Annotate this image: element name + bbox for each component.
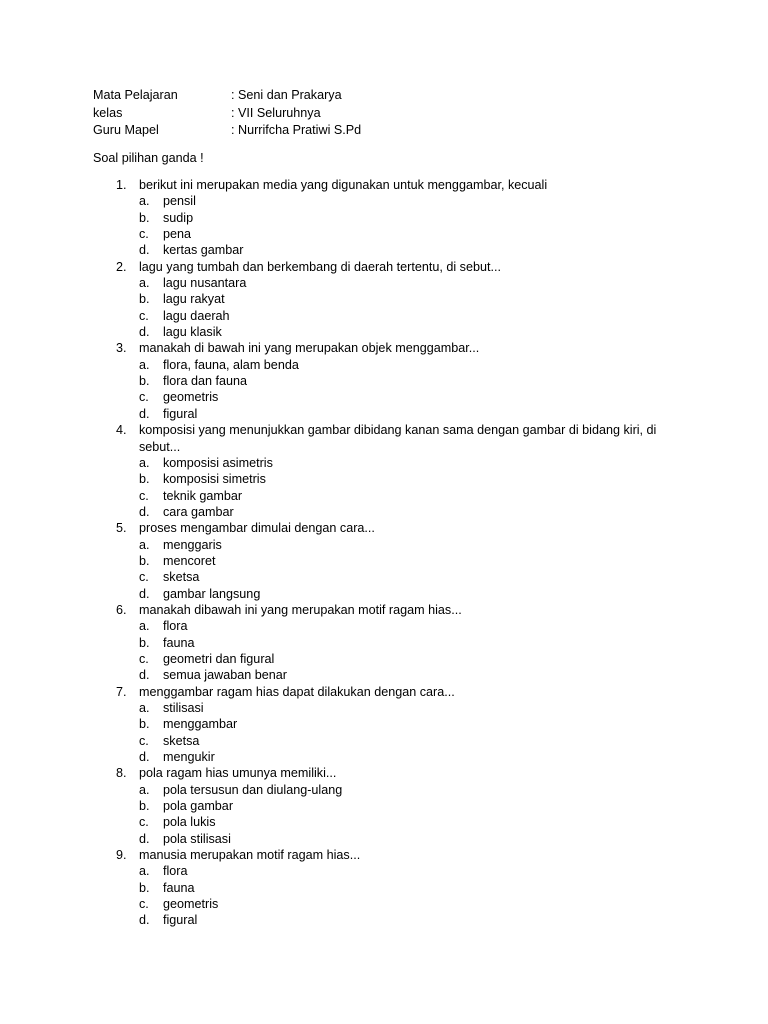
answer-option xyxy=(93,863,693,879)
question-text: lagu yang tumbah dan berkembang di daerah tertentu, di sebut... xyxy=(139,259,501,274)
option-letter: c. xyxy=(139,815,149,830)
option-text: mengukir xyxy=(163,750,215,765)
option-text: pola gambar xyxy=(163,799,234,814)
answer-option xyxy=(93,667,693,683)
answer-option xyxy=(93,210,693,226)
answer-option xyxy=(93,193,693,209)
answer-option xyxy=(93,537,693,553)
option-letter: d. xyxy=(139,750,150,765)
answer-option xyxy=(93,586,693,602)
question-number: 1. xyxy=(116,178,127,192)
question-text: komposisi yang menunjukkan gambar dibidang kanan sama dengan gambar di bidang kiri, di sebut... xyxy=(139,423,657,454)
answer-option xyxy=(93,782,693,798)
question-text: manakah di bawah ini yang merupakan objek menggambar... xyxy=(139,341,480,356)
option-letter: c. xyxy=(139,733,149,748)
answer-option xyxy=(93,569,693,585)
option-letter: c. xyxy=(139,488,149,503)
question-line xyxy=(93,765,693,781)
question-item xyxy=(93,765,693,847)
option-letter: a. xyxy=(139,357,150,372)
option-text: sketsa xyxy=(163,733,200,748)
option-letter: a. xyxy=(139,782,150,797)
answer-option xyxy=(93,700,693,716)
answer-option xyxy=(93,716,693,732)
answer-option xyxy=(93,798,693,814)
header-label: Mata Pelajaran xyxy=(93,88,178,102)
question-number: 9. xyxy=(116,848,127,863)
option-text: lagu nusantara xyxy=(163,276,247,291)
section-intro: Soal pilihan ganda ! xyxy=(93,151,204,165)
question-text: proses mengambar dimulai dengan cara... xyxy=(139,521,375,536)
option-text: lagu klasik xyxy=(163,325,222,340)
option-letter: d. xyxy=(139,586,150,601)
option-letter: c. xyxy=(139,897,149,912)
option-text: lagu daerah xyxy=(163,308,230,323)
answer-option xyxy=(93,357,693,373)
question-text: manusia merupakan motif ragam hias... xyxy=(139,848,361,863)
question-number: 3. xyxy=(116,341,127,356)
option-text: stilisasi xyxy=(163,701,204,715)
option-letter: a. xyxy=(139,537,150,552)
option-text: lagu rakyat xyxy=(163,292,225,307)
answer-option xyxy=(93,373,693,389)
question-text: berikut ini merupakan media yang digunakan untuk menggambar, kecuali xyxy=(139,178,548,192)
option-letter: d. xyxy=(139,406,150,421)
option-letter: a. xyxy=(139,455,150,470)
option-text: pensil xyxy=(163,194,196,209)
option-letter: d. xyxy=(139,504,150,519)
option-letter: c. xyxy=(139,570,149,585)
option-letter: c. xyxy=(139,308,149,323)
question-list xyxy=(93,177,693,929)
option-text: kertas gambar xyxy=(163,243,244,258)
header-value: : Seni dan Prakarya xyxy=(231,88,342,102)
option-text: flora xyxy=(163,864,188,879)
answer-option xyxy=(93,455,693,471)
answer-option xyxy=(93,242,693,258)
option-text: komposisi asimetris xyxy=(163,455,273,470)
option-letter: b. xyxy=(139,210,150,225)
option-text: fauna xyxy=(163,880,195,895)
option-letter: b. xyxy=(139,292,150,307)
answer-option xyxy=(93,389,693,405)
answer-option xyxy=(93,291,693,307)
question-line xyxy=(93,684,693,700)
question-line xyxy=(93,259,693,275)
answer-option xyxy=(93,406,693,422)
option-letter: b. xyxy=(139,553,150,568)
question-line xyxy=(93,602,693,618)
answer-option xyxy=(93,651,693,667)
header-value: : VII Seluruhnya xyxy=(231,105,321,120)
answer-option xyxy=(93,618,693,634)
answer-option xyxy=(93,814,693,830)
option-letter: d. xyxy=(139,913,150,928)
question-number: 6. xyxy=(116,602,127,617)
option-letter: d. xyxy=(139,325,150,340)
question-item xyxy=(93,177,693,259)
option-text: fauna xyxy=(163,635,195,650)
answer-option xyxy=(93,733,693,749)
option-text: figural xyxy=(163,406,198,421)
question-item xyxy=(93,602,693,684)
option-text: menggambar xyxy=(163,717,238,732)
question-item xyxy=(93,340,693,422)
question-text: pola ragam hias umunya memiliki... xyxy=(139,766,337,781)
answer-option xyxy=(93,504,693,520)
option-letter: b. xyxy=(139,880,150,895)
answer-option xyxy=(93,896,693,912)
question-item xyxy=(93,259,693,341)
header-label: Guru Mapel xyxy=(93,123,159,137)
answer-option xyxy=(93,324,693,340)
question-text: manakah dibawah ini yang merupakan motif ragam hias... xyxy=(139,602,462,617)
option-letter: b. xyxy=(139,799,150,814)
answer-option xyxy=(93,635,693,651)
question-number: 5. xyxy=(116,521,127,536)
option-text: flora dan fauna xyxy=(163,374,248,389)
question-item xyxy=(93,520,693,602)
question-number: 2. xyxy=(116,259,127,274)
question-number: 8. xyxy=(116,766,127,781)
question-item xyxy=(93,847,693,929)
option-text: figural xyxy=(163,913,198,928)
option-letter: d. xyxy=(139,243,150,258)
option-letter: a. xyxy=(139,194,150,209)
header-info xyxy=(93,87,361,140)
option-text: teknik gambar xyxy=(163,488,243,503)
option-text: flora xyxy=(163,619,188,634)
option-letter: a. xyxy=(139,619,150,634)
option-text: sudip xyxy=(163,210,194,225)
question-line xyxy=(93,177,693,193)
answer-option xyxy=(93,749,693,765)
option-text: mencoret xyxy=(163,553,216,568)
option-letter: a. xyxy=(139,276,150,291)
option-text: menggaris xyxy=(163,537,222,552)
question-number: 7. xyxy=(116,684,127,699)
option-letter: c. xyxy=(139,390,149,405)
option-letter: d. xyxy=(139,668,150,683)
answer-option xyxy=(93,275,693,291)
option-text: semua jawaban benar xyxy=(163,668,287,683)
option-letter: b. xyxy=(139,635,150,650)
header-row-subject xyxy=(93,87,361,105)
option-text: geometri dan figural xyxy=(163,651,275,666)
option-letter: a. xyxy=(139,701,150,715)
option-letter: b. xyxy=(139,717,150,732)
header-row-teacher xyxy=(93,122,361,140)
question-line xyxy=(93,520,693,536)
option-text: sketsa xyxy=(163,570,200,585)
option-text: pola stilisasi xyxy=(163,831,231,846)
question-item xyxy=(93,684,693,766)
option-text: pena xyxy=(163,227,192,242)
answer-option xyxy=(93,308,693,324)
option-text: pola tersusun dan diulang-ulang xyxy=(163,782,343,797)
option-text: pola lukis xyxy=(163,815,216,830)
question-line xyxy=(93,340,693,356)
header-label: kelas xyxy=(93,105,123,120)
option-letter: b. xyxy=(139,472,150,487)
option-letter: d. xyxy=(139,831,150,846)
option-letter: c. xyxy=(139,227,149,242)
option-text: geometris xyxy=(163,897,219,912)
answer-option xyxy=(93,912,693,928)
question-item xyxy=(93,422,693,520)
option-letter: a. xyxy=(139,864,150,879)
option-letter: b. xyxy=(139,374,150,389)
option-text: komposisi simetris xyxy=(163,472,266,487)
question-line xyxy=(93,847,693,863)
header-row-class xyxy=(93,105,361,123)
header-value: : Nurrifcha Pratiwi S.Pd xyxy=(231,123,362,137)
option-text: gambar langsung xyxy=(163,586,261,601)
option-text: flora, fauna, alam benda xyxy=(163,357,299,372)
answer-option xyxy=(93,553,693,569)
question-number: 4. xyxy=(116,423,127,438)
answer-option xyxy=(93,488,693,504)
option-letter: c. xyxy=(139,651,149,666)
option-text: cara gambar xyxy=(163,504,234,519)
question-line xyxy=(93,422,693,455)
answer-option xyxy=(93,226,693,242)
answer-option xyxy=(93,471,693,487)
answer-option xyxy=(93,831,693,847)
question-text: menggambar ragam hias dapat dilakukan dengan cara... xyxy=(139,684,455,699)
option-text: geometris xyxy=(163,390,219,405)
answer-option xyxy=(93,880,693,896)
